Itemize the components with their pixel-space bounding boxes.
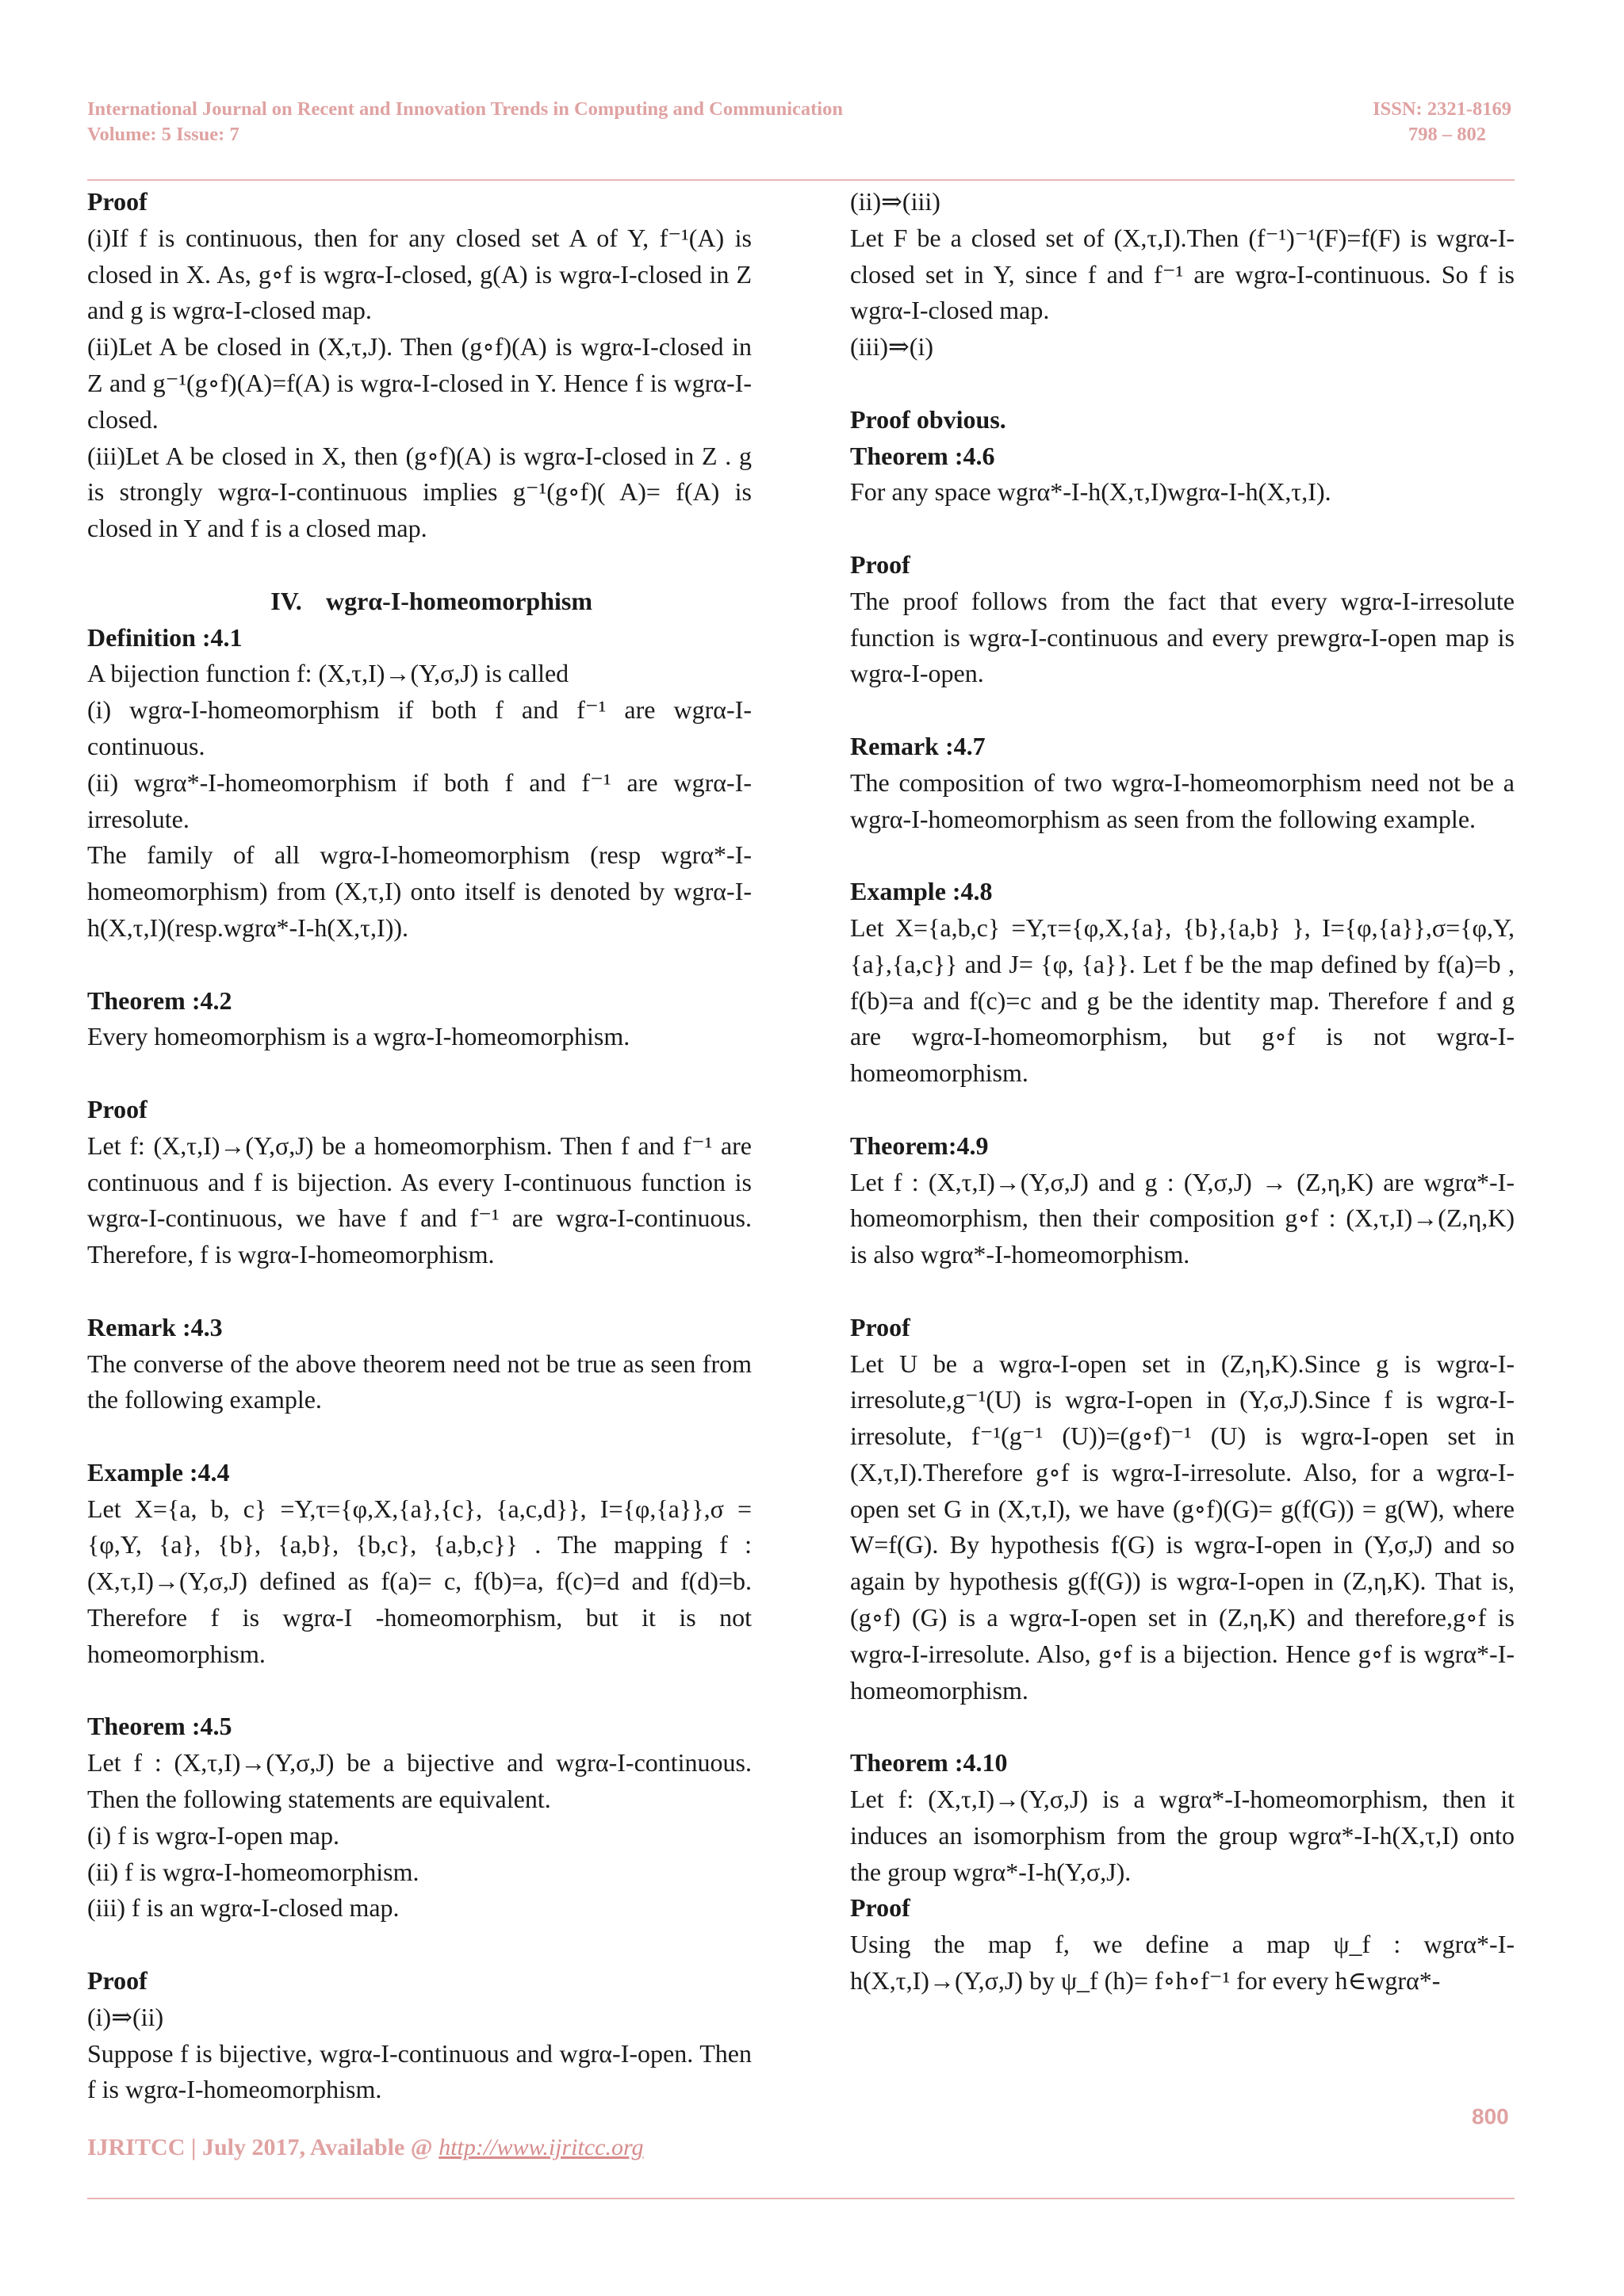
paragraph: (iii)Let A be closed in X, then (g∘f)(A) is wgrα-I-closed in Z . g is strongly wgrα-I-continuous implies g⁻¹(g∘f)( A)= f(A) is closed in Y and f is a closed map. <box>87 441 752 543</box>
spacer <box>850 837 1515 874</box>
block-heading: Remark :4.3 <box>87 1312 223 1341</box>
block-heading: Proof obvious. <box>850 404 1006 434</box>
block-heading: Theorem:4.9 <box>850 1131 989 1160</box>
running-header <box>87 97 1511 147</box>
spacer <box>87 1927 752 1963</box>
left-column <box>87 184 752 2108</box>
paragraph: Let U be a wgrα-I-open set in (Z,η,K).Since g is wgrα-I-irresolute,g⁻¹(U) is wgrα-I-open in (Y,σ,J).Since f is wgrα-I-irresolute, f⁻¹(g⁻¹ (U))=(g∘f)⁻¹ (U) is wgrα-I-open set in (X,τ,I).Therefore g∘f is wgrα-I-irresolute. Also, for a wgrα-I-open set G in (X,τ,I), we have (g∘f)(G)= g(f(G)) = g(W), where W=f(G). By hypothesis f(G) is wgrα-I-open in (Y,σ,J) and so again by hypothesis g(f(G)) is wgrα-I-open in (Z,η,K). That is, (g∘f) (G) is a wgrα-I-open set in (Z,η,K) and therefore,g∘f is wgrα-I-irresolute. Also, g∘f is a bijection. Hence g∘f is wgrα*-I-homeomorphism. <box>850 1349 1515 1705</box>
paragraph: The family of all wgrα-I-homeomorphism (resp wgrα*-I-homeomorphism) from (X,τ,I) onto itself is denoted by wgrα-I-h(X,τ,I)(resp.wgrα*-I-h(X,τ,I)). <box>87 840 752 942</box>
paragraph: (iii) f is an wgrα-I-closed map. <box>87 1893 400 1923</box>
section-title: wgrα-I-homeomorphism <box>325 586 593 615</box>
spacer <box>87 1055 752 1092</box>
block-heading: Proof <box>87 187 147 216</box>
volume-issue: Volume: 5 Issue: 7 <box>87 124 239 145</box>
paragraph: The converse of the above theorem need not be true as seen from the following example. <box>87 1349 752 1414</box>
spacer <box>87 947 752 983</box>
block-heading: Proof <box>850 1312 910 1341</box>
issn: ISSN: 2321-8169 <box>1373 98 1511 120</box>
page-number: 800 <box>1472 2104 1509 2129</box>
paragraph: Let f : (X,τ,I)→(Y,σ,J) be a bijective and wgrα-I-continuous. Then the following statements are equivalent. <box>87 1748 752 1814</box>
paragraph: (ii)⇒(iii) <box>850 187 940 216</box>
footer-text: IJRITCC | July 2017, Available @ <box>87 2134 439 2160</box>
section-number: IV. <box>270 586 302 615</box>
spacer <box>850 1709 1515 1745</box>
paragraph: For any space wgrα*-I-h(X,τ,I)wgrα-I-h(X,τ,I). <box>850 477 1331 507</box>
right-column <box>850 184 1515 1999</box>
paragraph: (ii)Let A be closed in (X,τ,J). Then (g∘f)(A) is wgrα-I-closed in Z and g⁻¹(g∘f)(A)=f(A) is wgrα-I-closed in Y. Hence f is wgrα-I-closed. <box>87 332 753 434</box>
section-heading <box>87 584 752 620</box>
paragraph: Let X={a, b, c} =Y,τ={φ,X,{a},{c}, {a,c,d}}, I={φ,{a}},σ ={φ,Y, {a}, {b}, {a,b}, {b,c}, {a,b,c}} . The mapping f : (X,τ,I)→(Y,σ,J) defined as f(a)= c, f(b)=a, f(c)=d and f(d)=b. Therefore f is wgrα-I -homeomorphism, but it is not homeomorphism. <box>87 1494 752 1668</box>
footer <box>87 2134 644 2161</box>
block-heading: Example :4.8 <box>850 877 993 906</box>
paragraph: (i) wgrα-I-homeomorphism if both f and f⁻¹ are wgrα-I-continuous. <box>87 695 752 760</box>
block-heading: Proof <box>850 549 910 579</box>
block-heading: Proof <box>87 1094 147 1123</box>
paragraph: (ii) f is wgrα-I-homeomorphism. <box>87 1857 419 1886</box>
paragraph: A bijection function f: (X,τ,I)→(Y,σ,J) is called <box>87 659 569 688</box>
block-heading: Theorem :4.2 <box>87 985 232 1015</box>
spacer <box>850 365 1515 402</box>
spacer <box>87 547 752 584</box>
paragraph: Let f : (X,τ,I)→(Y,σ,J) and g : (Y,σ,J) → (Z,η,K) are wgrα*-I-homeomorphism, then their composition g∘f : (X,τ,I)→(Z,η,K) is also wgrα*-I-homeomorphism. <box>850 1167 1515 1269</box>
header-rule <box>87 179 1515 181</box>
paragraph: (i) f is wgrα-I-open map. <box>87 1820 339 1850</box>
spacer <box>850 1092 1515 1128</box>
footer-link[interactable]: http://www.ijritcc.org <box>439 2134 644 2160</box>
paragraph: Using the map f, we define a map ψ_f : wgrα*-I-h(X,τ,I)→(Y,σ,J) by ψ_f (h)= f∘h∘f⁻¹ for every h∈wgrα*- <box>850 1930 1515 1996</box>
paragraph: (i)If f is continuous, then for any closed set A of Y, f⁻¹(A) is closed in X. As, g∘f is wgrα-I-closed, g(A) is wgrα-I-closed in Z and g is wgrα-I-closed map. <box>87 223 752 325</box>
footer-rule <box>87 2198 1515 2199</box>
block-heading: Theorem :4.10 <box>850 1748 1008 1777</box>
spacer <box>850 1273 1515 1310</box>
paragraph: Let F be a closed set of (X,τ,I).Then (f⁻¹)⁻¹(F)=f(F) is wgrα-I-closed set in Y, since f and f⁻¹ are wgrα-I-continuous. So f is wgrα-I-closed map. <box>850 223 1515 325</box>
spacer <box>850 692 1515 729</box>
block-heading: Proof <box>850 1893 910 1923</box>
paragraph: The composition of two wgrα-I-homeomorphism need not be a wgrα-I-homeomorphism as seen from the following example. <box>850 767 1515 833</box>
spacer <box>87 1673 752 1709</box>
block-heading: Proof <box>87 1966 147 1996</box>
spacer <box>850 511 1515 547</box>
paragraph: Let f: (X,τ,I)→(Y,σ,J) be a homeomorphism. Then f and f⁻¹ are continuous and f is bijection. As every I-continuous function is wgrα-I-continuous, we have f and f⁻¹ are wgrα-I-continuous. Therefore, f is wgrα-I-homeomorphism. <box>87 1131 752 1269</box>
spacer <box>87 1273 752 1310</box>
block-heading: Example :4.4 <box>87 1457 230 1487</box>
block-heading: Remark :4.7 <box>850 731 986 760</box>
paragraph: (ii) wgrα*-I-homeomorphism if both f and f⁻¹ are wgrα-I-irresolute. <box>87 767 752 833</box>
spacer <box>87 1418 752 1455</box>
paragraph: Suppose f is bijective, wgrα-I-continuous and wgrα-I-open. Then f is wgrα-I-homeomorphism. <box>87 2038 752 2104</box>
paragraph: The proof follows from the fact that every wgrα-I-irresolute function is wgrα-I-continuous and every prewgrα-I-open map is wgrα-I-open. <box>850 586 1515 688</box>
paragraph: Let X={a,b,c} =Y,τ={φ,X,{a}, {b},{a,b} }, I={φ,{a}},σ={φ,Y,{a},{a,c}} and J= {φ, {a}}. Let f be the map defined by f(a)=b , f(b)=a and f(c)=c and g be the identity map. Therefore f and g are wgrα-I-homeomorphism, but g∘f is not wgrα-I-homeomorphism. <box>850 913 1515 1088</box>
block-heading: Theorem :4.5 <box>87 1712 232 1741</box>
paragraph: (i)⇒(ii) <box>87 2002 164 2031</box>
paragraph: (iii)⇒(i) <box>850 332 933 362</box>
block-heading: Definition :4.1 <box>87 622 243 652</box>
paragraph: Every homeomorphism is a wgrα-I-homeomorphism. <box>87 1022 630 1051</box>
paragraph: Let f: (X,τ,I)→(Y,σ,J) is a wgrα*-I-homeomorphism, then it induces an isomorphism from the group wgrα*-I-h(X,τ,I) onto the group wgrα*-I-h(Y,σ,J). <box>850 1785 1515 1886</box>
page-range: 798 – 802 <box>1408 124 1486 145</box>
journal-title: International Journal on Recent and Innovation Trends in Computing and Communication <box>87 98 843 120</box>
block-heading: Theorem :4.6 <box>850 441 995 470</box>
